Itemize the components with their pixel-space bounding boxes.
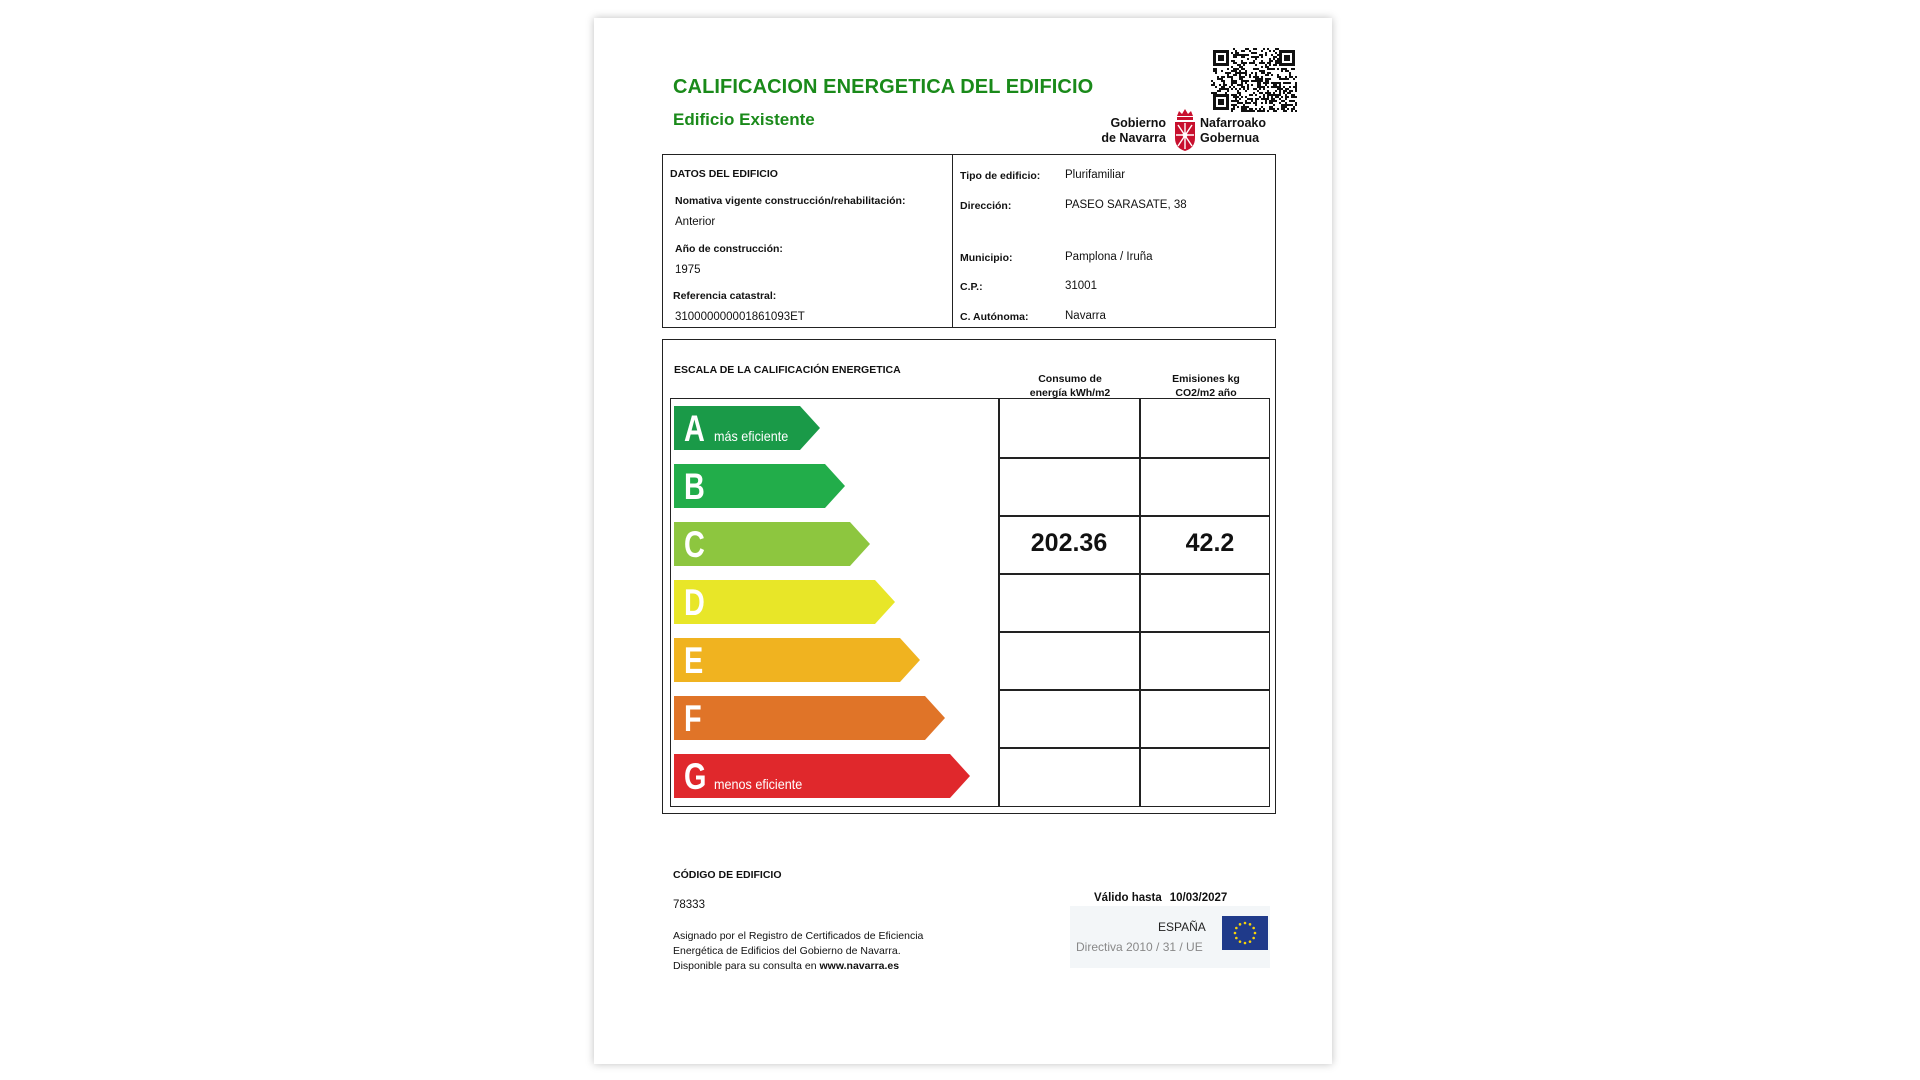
grid-row-divider xyxy=(999,515,1269,517)
emisiones-value: 42.2 xyxy=(1185,529,1235,557)
grid-row-divider xyxy=(999,747,1269,749)
arrow-letter: A xyxy=(684,408,705,449)
building-data-table xyxy=(662,154,1276,328)
eu-flag-icon xyxy=(1222,916,1268,950)
building-data-heading: DATOS DEL EDIFICIO xyxy=(670,168,778,180)
navarra-crest-icon xyxy=(1172,108,1198,152)
consumo-column-header: Consumo de energía kWh/m2 xyxy=(1029,373,1111,399)
arrow-shape xyxy=(674,696,945,740)
gov-right-text: Nafarroako Gobernua xyxy=(1200,116,1266,145)
autonoma-label: C. Autónoma: xyxy=(960,311,1029,323)
normativa-label: Nomativa vigente construcción/rehabilitación: xyxy=(675,195,906,207)
eu-country: ESPAÑA xyxy=(1158,920,1206,934)
arrow-shape xyxy=(674,638,920,682)
address-label: Dirección: xyxy=(960,200,1012,212)
arrow-letter: C xyxy=(684,524,705,565)
arrow-tag: menos eficiente xyxy=(714,776,803,792)
arrow-letter: B xyxy=(684,466,705,507)
arrow-letter: G xyxy=(684,756,707,797)
arrow-letter: E xyxy=(684,640,704,681)
grid-divider xyxy=(1139,399,1141,806)
building-data-left xyxy=(663,155,953,327)
scale-heading: ESCALA DE LA CALIFICACIÓN ENERGETICA xyxy=(674,364,901,376)
ref-label: Referencia catastral: xyxy=(673,290,777,302)
registry-note: Asignado por el Registro de Certificados de Eficiencia Energética de Edificios del Gobierno de Navarra. Disponible para su consulta en www.navarra.es xyxy=(673,930,924,972)
eu-label xyxy=(1070,906,1270,968)
arrow-shape xyxy=(674,580,895,624)
consumo-value: 202.36 xyxy=(1030,529,1108,557)
energy-certificate-page xyxy=(594,18,1332,1064)
arrow-letter: D xyxy=(684,582,705,623)
municipio-label: Municipio: xyxy=(960,252,1013,264)
emisiones-column-header: Emisiones kg CO2/m2 año xyxy=(1172,373,1240,399)
qr-code-icon[interactable] xyxy=(1211,48,1297,112)
type-value: Plurifamiliar xyxy=(1065,169,1126,181)
rating-arrow-e xyxy=(674,638,920,682)
building-code-value: 78333 xyxy=(673,899,705,911)
gobierno-de-navarra-logo xyxy=(1096,108,1280,152)
gov-left-text: Gobierno de Navarra xyxy=(1101,116,1166,145)
grid-row-divider xyxy=(999,573,1269,575)
grid-row-divider xyxy=(999,457,1269,459)
navarra-link[interactable]: www.navarra.es xyxy=(819,960,900,972)
year-label: Año de construcción: xyxy=(675,243,783,255)
address-value: PASEO SARASATE, 38 xyxy=(1065,199,1187,211)
rating-arrow-a xyxy=(674,406,820,450)
grid-divider xyxy=(998,399,1000,806)
rating-arrow-b xyxy=(674,464,845,508)
eu-directive: Directiva 2010 / 31 / UE xyxy=(1076,940,1203,954)
certificate-subtitle: Edificio Existente xyxy=(673,110,815,129)
grid-row-divider xyxy=(999,631,1269,633)
cp-label: C.P.: xyxy=(960,281,983,293)
municipio-value: Pamplona / Iruña xyxy=(1065,251,1153,263)
normativa-value: Anterior xyxy=(675,216,716,228)
rating-arrow-d xyxy=(674,580,895,624)
rating-arrow-f xyxy=(674,696,945,740)
arrow-letter: F xyxy=(684,698,702,739)
year-value: 1975 xyxy=(675,264,701,276)
grid-row-divider xyxy=(999,689,1269,691)
ref-value: 310000000001861093ET xyxy=(675,311,805,323)
rating-arrow-c xyxy=(674,522,870,566)
valid-date: 10/03/2027 xyxy=(1169,892,1228,904)
arrow-tag: más eficiente xyxy=(714,428,789,444)
building-code-label: CÓDIGO DE EDIFICIO xyxy=(673,869,782,881)
certificate-title: CALIFICACION ENERGETICA DEL EDIFICIO xyxy=(673,76,1094,98)
cp-value: 31001 xyxy=(1065,280,1097,292)
rating-arrow-g xyxy=(674,754,970,798)
energy-scale-grid xyxy=(670,398,1270,807)
valid-until: Válido hasta 10/03/2027 xyxy=(1094,892,1228,904)
type-label: Tipo de edificio: xyxy=(960,170,1041,182)
autonoma-value: Navarra xyxy=(1065,310,1106,322)
energy-scale-section xyxy=(662,339,1276,814)
